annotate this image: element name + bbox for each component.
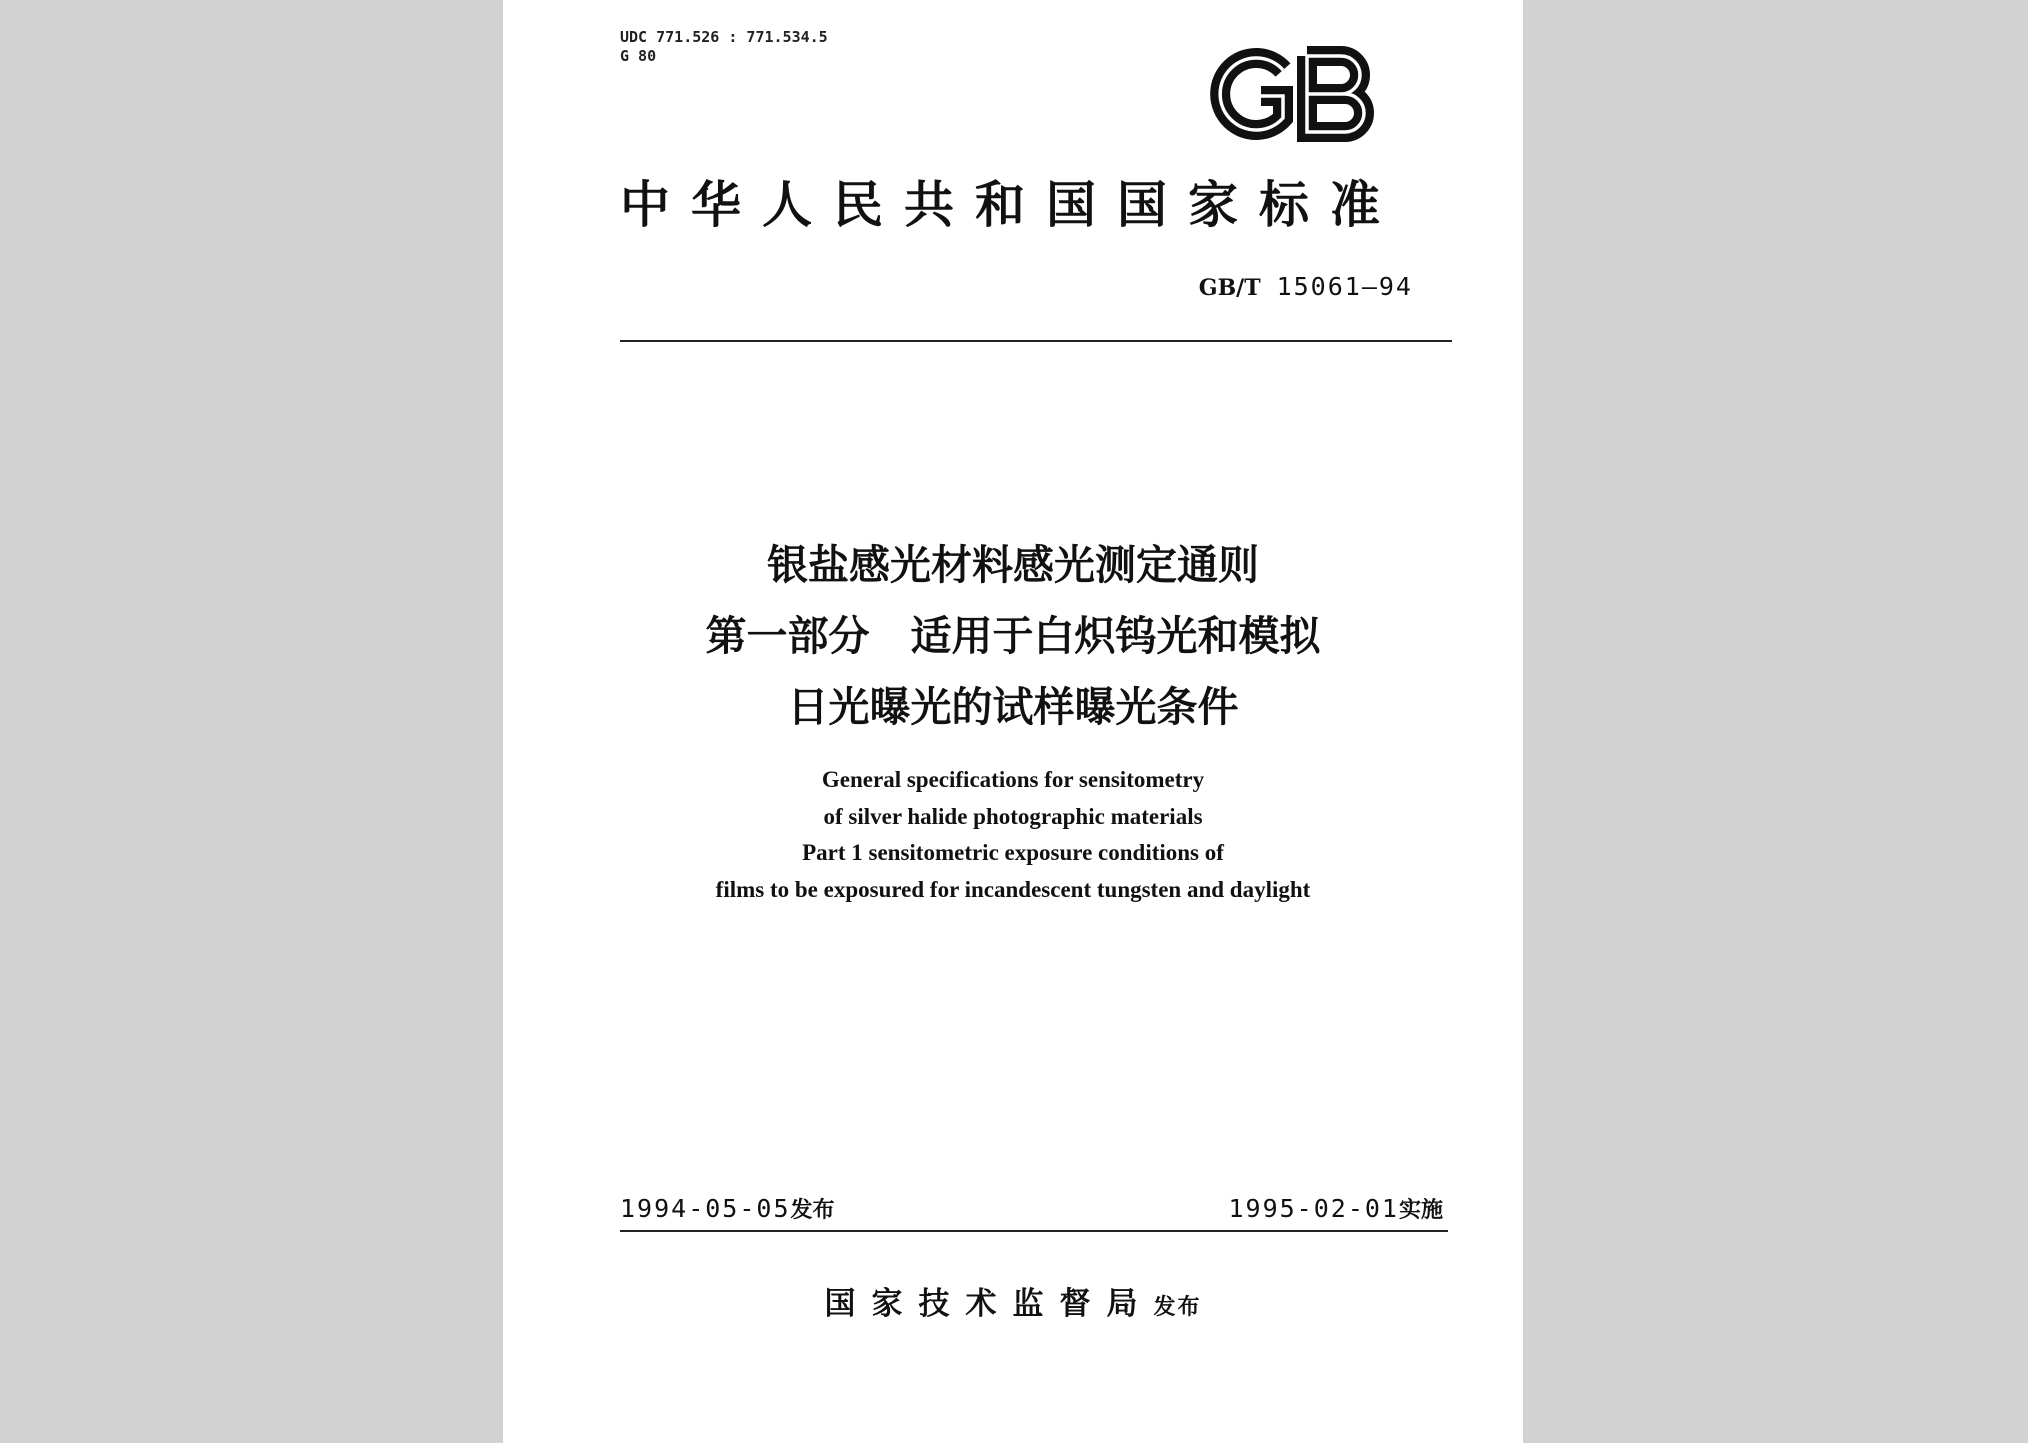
udc-code: UDC 771.526 : 771.534.5 <box>620 28 828 46</box>
chinese-title-line-3: 日光曝光的试样曝光条件 <box>787 683 1239 731</box>
publisher-block <box>503 1278 1523 1323</box>
english-title <box>503 762 1523 908</box>
national-standard-title: 中华人民共和国国家标准 <box>620 175 1401 234</box>
implementation-date: 1995-02-01 <box>1228 1194 1399 1223</box>
classification-code: G 80 <box>620 47 657 65</box>
standard-prefix: GB/T <box>1198 275 1261 301</box>
publisher-name: 国家技术监督局 <box>824 1286 1154 1322</box>
udc-block <box>620 28 828 66</box>
implementation-date-block <box>1228 1193 1443 1224</box>
english-title-line-3: Part 1 sensitometric exposure conditions of <box>802 840 1224 865</box>
english-title-line-1: General specifications for sensitometry <box>821 767 1205 792</box>
english-title-line-2: of silver halide photographic materials <box>823 803 1203 829</box>
chinese-title-line-1: 银盐感光材料感光测定通则 <box>767 541 1259 589</box>
top-divider <box>620 340 1452 342</box>
standard-code: 15061—94 <box>1276 272 1413 301</box>
implementation-label: 实施 <box>1398 1198 1443 1223</box>
chinese-title <box>503 530 1523 743</box>
issue-date-block <box>620 1193 835 1224</box>
english-title-line-4: films to be exposured for incandescent tungsten and daylight <box>715 876 1311 902</box>
document-page <box>503 0 1523 1443</box>
chinese-title-line-2: 第一部分 适用于白炽钨光和模拟 <box>705 612 1321 660</box>
issue-label: 发布 <box>790 1198 835 1223</box>
gb-logo-icon <box>1203 44 1389 144</box>
publisher-label: 发布 <box>1153 1295 1202 1320</box>
bottom-divider <box>620 1230 1448 1232</box>
issue-date: 1994-05-05 <box>620 1194 791 1223</box>
standard-number <box>1199 272 1413 301</box>
